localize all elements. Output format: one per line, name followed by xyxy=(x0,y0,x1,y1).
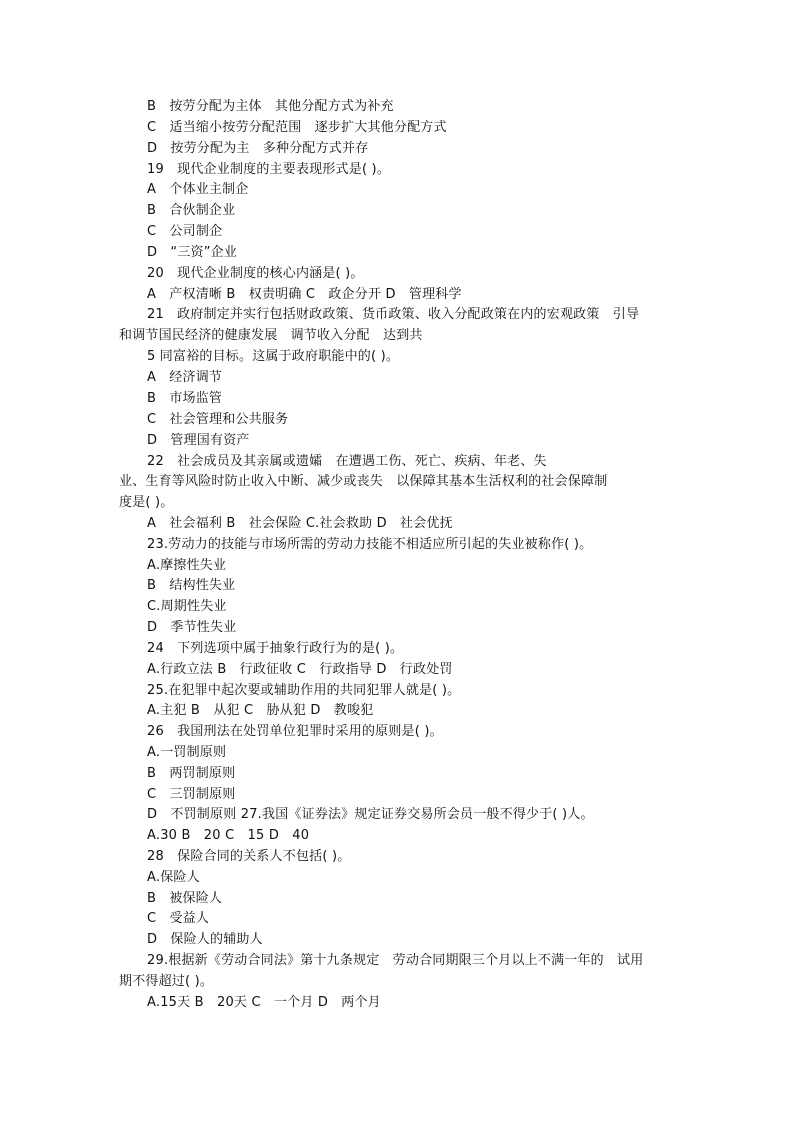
option-line: C 三罚制原则 xyxy=(147,787,236,802)
option-line: A.行政立法 B 行政征收 C 行政指导 D 行政处罚 xyxy=(147,662,453,677)
question-line: 25.在犯罪中起次要或辅助作用的共同犯罪人就是( )。 xyxy=(147,683,461,698)
option-line: A 个体业主制企 xyxy=(147,182,249,197)
question-line: 22 社会成员及其亲属或遗孀 在遭遇工伤、死亡、疾病、年老、失 xyxy=(147,454,547,469)
option-line: A.15天 B 20天 C 一个月 D 两个月 xyxy=(147,995,381,1010)
text-line: C 适当缩小按劳分配范围 逐步扩大其他分配方式 xyxy=(147,120,447,135)
option-line: A.30 B 20 C 15 D 40 xyxy=(147,828,310,843)
option-line: A.保险人 xyxy=(147,870,200,885)
option-line: B 两罚制原则 xyxy=(147,766,236,781)
option-line: D 管理国有资产 xyxy=(147,433,250,448)
option-line: C 受益人 xyxy=(147,911,210,926)
question-line: 5 同富裕的目标。这属于政府职能中的( )。 xyxy=(147,349,400,364)
question-line: 度是( )。 xyxy=(119,495,174,510)
option-line: B 结构性失业 xyxy=(147,578,236,593)
option-line: B 被保险人 xyxy=(147,891,223,906)
question-line: 29.根据新《劳动合同法》第十九条规定 劳动合同期限三个月以上不满一年的 试用 xyxy=(147,953,644,968)
question-line: 24 下列选项中属于抽象行政行为的是( )。 xyxy=(147,641,404,656)
question-line: 26 我国刑法在处罚单位犯罪时采用的原则是( )。 xyxy=(147,724,443,739)
text-line: D 按劳分配为主 多种分配方式并存 xyxy=(147,141,369,156)
question-line: 20 现代企业制度的核心内涵是( )。 xyxy=(147,266,364,281)
option-line: A 产权清晰 B 权责明确 C 政企分开 D 管理科学 xyxy=(147,287,462,302)
option-line: D 不罚制原则 27.我国《证券法》规定证券交易所会员一般不得少于( )人。 xyxy=(147,807,594,822)
option-line: D “三资”企业 xyxy=(147,245,238,260)
option-line: A 经济调节 xyxy=(147,370,223,385)
question-line: 19 现代企业制度的主要表现形式是( )。 xyxy=(147,162,391,177)
question-line: 23.劳动力的技能与市场所需的劳动力技能不相适应所引起的失业被称作( )。 xyxy=(147,537,593,552)
option-line: A.摩擦性失业 xyxy=(147,558,227,573)
question-line: 业、生育等风险时防止收入中断、减少或丧失 以保障其基本生活权利的社会保障制 xyxy=(119,474,608,489)
question-line: 28 保险合同的关系人不包括( )。 xyxy=(147,849,351,864)
option-line: C.周期性失业 xyxy=(147,599,227,614)
option-line: A.主犯 B 从犯 C 胁从犯 D 教唆犯 xyxy=(147,703,374,718)
option-line: B 市场监管 xyxy=(147,391,223,406)
option-line: D 保险人的辅助人 xyxy=(147,932,263,947)
option-line: D 季节性失业 xyxy=(147,620,237,635)
option-line: A.一罚制原则 xyxy=(147,745,227,760)
option-line: A 社会福利 B 社会保险 C.社会救助 D 社会优抚 xyxy=(147,516,453,531)
question-line: 和调节国民经济的健康发展 调节收入分配 达到共 xyxy=(119,328,423,343)
question-line: 期不得超过( )。 xyxy=(119,974,214,989)
option-line: C 公司制企 xyxy=(147,224,223,239)
question-line: 21 政府制定并实行包括财政政策、货币政策、收入分配政策在内的宏观政策 引导 xyxy=(147,307,640,322)
option-line: C 社会管理和公共服务 xyxy=(147,412,289,427)
option-line: B 合伙制企业 xyxy=(147,203,236,218)
text-line: B 按劳分配为主体 其他分配方式为补充 xyxy=(147,99,394,114)
